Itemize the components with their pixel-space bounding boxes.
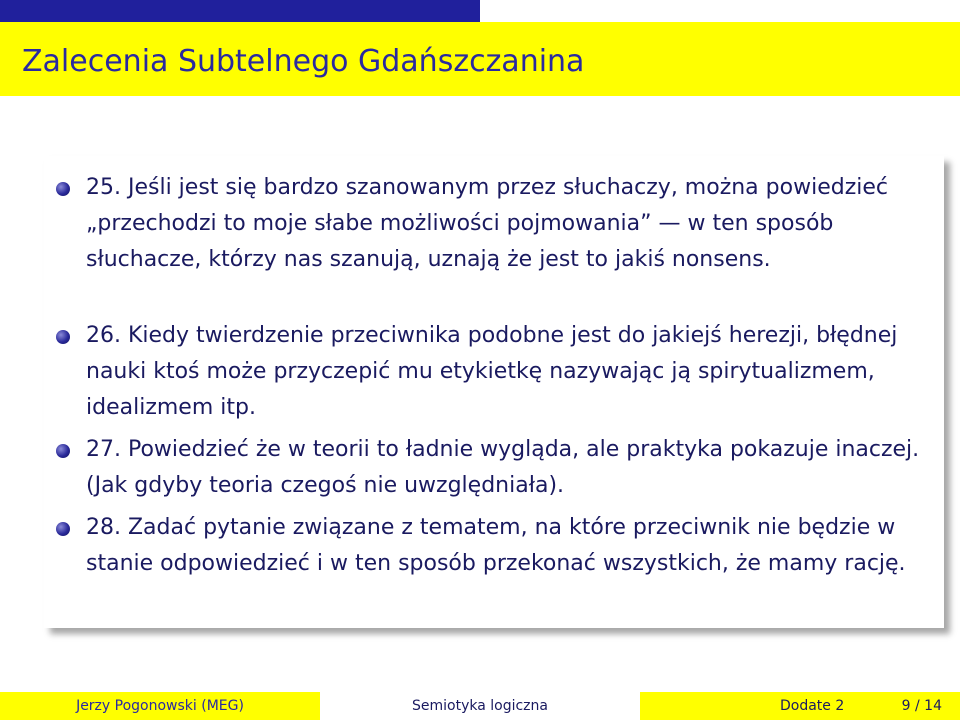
content-box — [44, 156, 944, 628]
footer-page-number: 9 / 14 — [901, 698, 942, 714]
footer-section-area — [640, 692, 960, 720]
nav-segment-left[interactable] — [0, 0, 480, 22]
item-text: 28. Zadać pytanie związane z tematem, na które przeciwnik nie będzie w stanie odpowiedzieć i w ten sposób przekonać wszystkich, że mamy rację. — [86, 515, 906, 576]
footer-author: Jerzy Pogonowski (MEG) — [0, 692, 320, 720]
nav-segment-right[interactable] — [480, 0, 960, 22]
footer-course: Semiotyka logiczna — [320, 692, 640, 720]
item-text: 27. Powiedzieć że w teorii to ładnie wygląda, ale praktyka pokazuje inaczej. (Jak gdyby teoria czegoś nie uwzględniała). — [86, 437, 920, 498]
bullet-icon — [56, 444, 70, 458]
slide-title: Zalecenia Subtelnego Gdańszczanina — [22, 44, 585, 79]
item-text: 25. Jeśli jest się bardzo szanowanym przez słuchaczy, można powiedzieć „przechodzi to moje słabe możliwości pojmowania” — w ten sposób słuchacze, którzy nas szanują, uznają że jest to jakiś nonsens. — [86, 175, 888, 272]
bullet-icon — [56, 522, 70, 536]
top-navigation-strip — [0, 0, 960, 22]
title-bar — [0, 22, 960, 96]
bullet-icon — [56, 330, 70, 344]
footer-section: Dodate 2 — [780, 698, 845, 714]
item-text: 26. Kiedy twierdzenie przeciwnika podobne jest do jakiejś herezji, błędnej nauki ktoś może przyczepić mu etykietkę nazywając ją spirytualizmem, idealizmem itp. — [86, 323, 898, 420]
footer-bar — [0, 692, 960, 720]
bullet-icon — [56, 182, 70, 196]
